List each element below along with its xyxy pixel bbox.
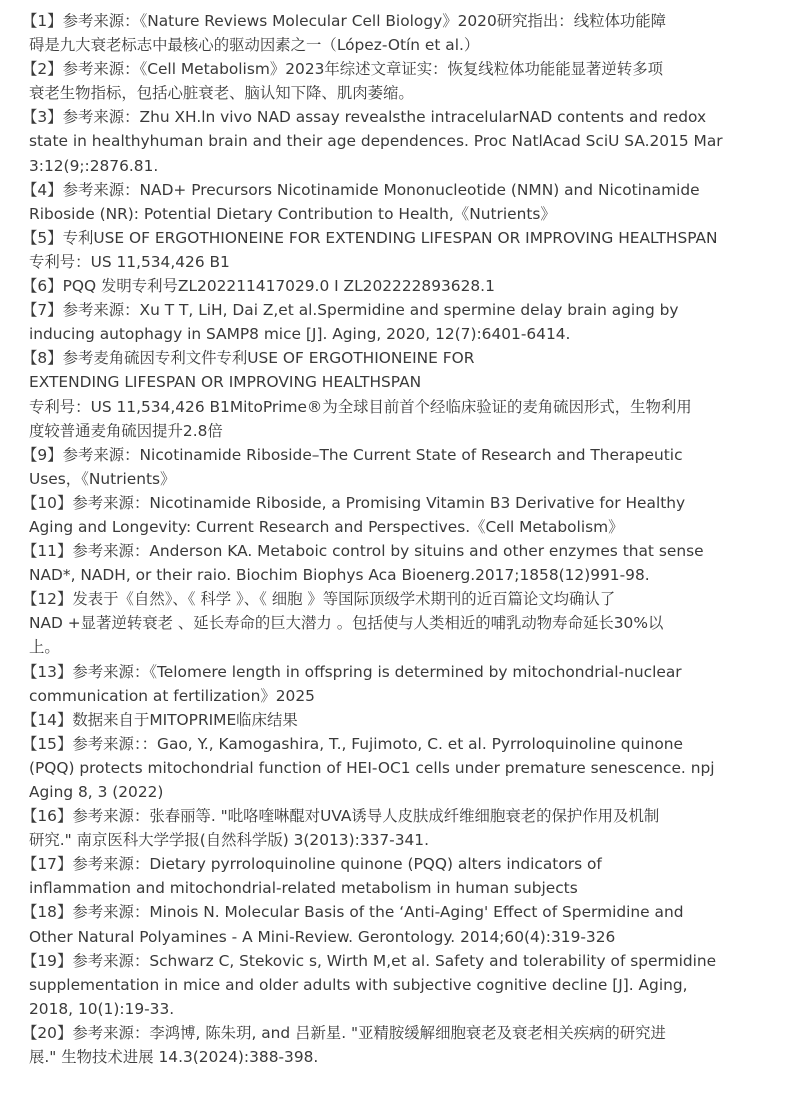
reference-text: 参考来源：张春丽等. "吡咯喹啉醌对UVA诱导人皮肤成纤维细胞衰老的保护作用及机制 研究." 南京医科大学学报(自然科学版) 3(2013):337-341. xyxy=(29,807,660,850)
reference-number: 【5】 xyxy=(22,228,63,247)
reference-item-20 xyxy=(22,1021,769,1069)
reference-text: 发表于《自然》、《 科学 》、《 细胞 》等国际顶级学术期刊的近百篇论文均确认了 NAD +显著逆转衰老 、延长寿命的巨大潜力 。包括使与人类相近的哺乳动物寿命延长30%以 上。 xyxy=(29,590,664,657)
reference-item-16 xyxy=(22,804,769,852)
reference-number: 【10】 xyxy=(22,493,73,512)
reference-item-5 xyxy=(22,226,769,274)
reference-text: 参考来源：Minois N. Molecular Basis of the ‘Anti-Aging' Effect of Spermidine and Other Natural Polyamines - A Mini-Review. Gerontology. 2014;60(4):319-326 xyxy=(29,903,684,946)
reference-item-19 xyxy=(22,949,769,1021)
reference-number: 【20】 xyxy=(22,1023,73,1042)
reference-item-11 xyxy=(22,539,769,587)
reference-text: 参考来源：Dietary pyrroloquinoline quinone (PQQ) alters indicators of inflammation and mitochondrial-related metabolism in human subjects xyxy=(29,855,602,898)
reference-item-2 xyxy=(22,57,769,105)
reference-text: 参考来源：Anderson KA. Metaboic control by situins and other enzymes that sense NAD*, NADH, or their raio. Biochim Biophys Aca Bioenerg.2017;1858(12)991-98. xyxy=(29,542,704,585)
reference-text: 参考来源：《Cell Metabolism》2023年综述文章证实：恢复线粒体功能能显著逆转多项 衰老生物指标，包括心脏衰老、脑认知下降、肌肉萎缩。 xyxy=(29,60,663,103)
reference-item-6 xyxy=(22,274,769,298)
reference-text: 参考来源：李鸿博, 陈朱玥, and 吕新星. "亚精胺缓解细胞衰老及衰老相关疾病的研究进 展." 生物技术进展 14.3(2024):388-398. xyxy=(29,1023,666,1067)
reference-list xyxy=(22,9,769,1069)
reference-number: 【2】 xyxy=(22,60,63,79)
reference-item-7 xyxy=(22,298,769,346)
reference-text: 参考来源：《Nature Reviews Molecular Cell Biology》2020研究指出：线粒体功能障 碍是九大衰老标志中最核心的驱动因素之一（López-Otín et al.） xyxy=(29,12,667,55)
reference-item-9 xyxy=(22,443,769,491)
reference-number: 【16】 xyxy=(22,807,73,826)
reference-number: 【15】 xyxy=(22,734,73,753)
reference-item-18 xyxy=(22,900,769,948)
reference-number: 【12】 xyxy=(22,590,73,609)
reference-text: 参考来源：Nicotinamide Riboside, a Promising Vitamin B3 Derivative for Healthy Aging and Longevity: Current Research and Perspectives.《Cell Metabolism》 xyxy=(29,493,686,536)
reference-number: 【19】 xyxy=(22,951,73,970)
reference-item-3 xyxy=(22,105,769,177)
reference-number: 【11】 xyxy=(22,542,73,561)
reference-text: 参考来源：：Gao, Y., Kamogashira, T., Fujimoto, C. et al. Pyrroloquinoline quinone (PQQ) protects mitochondrial function of HEI-OC1 cells under premature senescence. npj Aging 8, 3 (2022) xyxy=(29,734,715,801)
reference-number: 【3】 xyxy=(22,108,63,127)
reference-item-17 xyxy=(22,852,769,900)
reference-number: 【9】 xyxy=(22,445,63,464)
reference-text: PQQ 发明专利号ZL202211417029.0 I ZL202222893628.1 xyxy=(62,277,495,296)
reference-item-4 xyxy=(22,178,769,226)
reference-text: 数据来自于MITOPRIME临床结果 xyxy=(72,710,298,729)
reference-number: 【13】 xyxy=(22,662,73,681)
reference-number: 【7】 xyxy=(22,301,63,320)
reference-number: 【14】 xyxy=(22,710,73,729)
reference-text: 参考来源：NAD+ Precursors Nicotinamide Mononucleotide (NMN) and Nicotinamide Riboside (NR): Potential Dietary Contribution to Health,《Nutrients》 xyxy=(29,180,700,223)
reference-item-13 xyxy=(22,660,769,708)
reference-item-12 xyxy=(22,587,769,659)
reference-item-8 xyxy=(22,346,769,442)
reference-text: 参考来源：Nicotinamide Riboside–The Current State of Research and Therapeutic Uses，《Nutrients》 xyxy=(29,445,683,488)
reference-number: 【6】 xyxy=(22,277,63,296)
reference-number: 【17】 xyxy=(22,855,73,874)
reference-number: 【8】 xyxy=(22,349,63,368)
reference-text: 参考来源：Schwarz C, Stekovic s, Wirth M,et al. Safety and tolerability of spermidine supplementation in mice and older adults with subjective cognitive decline [J]. Aging, 2018, 10(1):19-33. xyxy=(29,951,717,1018)
reference-text: 参考来源：《Telomere length in offspring is determined by mitochondrial-nuclear communication at fertilization》2025 xyxy=(29,662,682,705)
reference-text: 专利USE OF ERGOTHIONEINE FOR EXTENDING LIFESPAN OR IMPROVING HEALTHSPAN 专利号：US 11,534,426 B1 xyxy=(29,228,718,271)
reference-number: 【18】 xyxy=(22,903,73,922)
reference-item-1 xyxy=(22,9,769,57)
reference-text: 参考来源：Zhu XH.ln vivo NAD assay revealsthe intracelularNAD contents and redox state in healthyhuman brain and their age dependences. Proc NatlAcad SciU SA.2015 Mar 3:12(9;:2876.81. xyxy=(29,108,723,175)
reference-number: 【1】 xyxy=(22,12,63,30)
reference-item-10 xyxy=(22,491,769,539)
reference-item-14 xyxy=(22,708,769,732)
reference-item-15 xyxy=(22,732,769,804)
reference-text: 参考麦角硫因专利文件专利USE OF ERGOTHIONEINE FOR EXTENDING LIFESPAN OR IMPROVING HEALTHSPAN 专利号：US 11,534,426 B1MitoPrime®为全球目前首个经临床验证的麦角硫因形式，生物利用 度较普通麦角硫因提升2.8倍 xyxy=(29,349,692,440)
reference-text: 参考来源：Xu T T, LiH, Dai Z,et al.Spermidine and spermine delay brain aging by inducing autophagy in SAMP8 mice [J]. Aging, 2020, 12(7):6401-6414. xyxy=(29,301,679,344)
reference-number: 【4】 xyxy=(22,180,63,199)
